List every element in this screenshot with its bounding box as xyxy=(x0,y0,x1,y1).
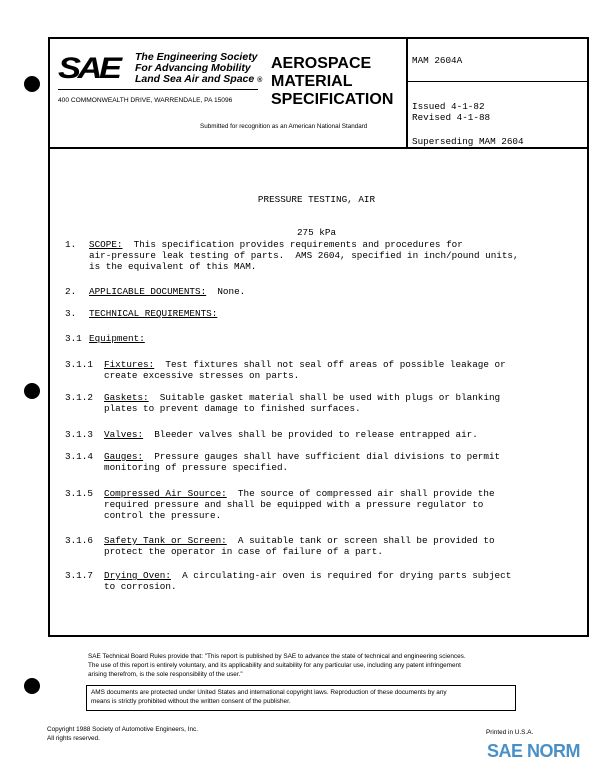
section-line xyxy=(89,250,519,261)
copyright-notice-box xyxy=(86,685,516,711)
section-text: monitoring of pressure specified. xyxy=(104,462,289,473)
section-text: Pressure gauges shall have sufficient dial divisions to permit xyxy=(143,451,501,462)
section-line xyxy=(104,581,177,592)
rules-line: SAE Technical Board Rules provide that: "This report is published by SAE to advance the state of technical and engineering sciences. xyxy=(88,653,466,660)
address-rule xyxy=(58,89,258,90)
submitted-note: Submitted for recognition as an American National Standard xyxy=(200,123,368,130)
section-heading: Equipment: xyxy=(89,333,145,344)
section-heading: Gaskets: xyxy=(104,392,149,403)
section-number: 3.1 xyxy=(65,333,82,344)
doc-type xyxy=(271,55,393,109)
rights-line: All rights reserved. xyxy=(47,735,100,742)
org-line: Land Sea Air and Space xyxy=(135,73,255,85)
section-text: A circulating-air oven is required for drying parts subject xyxy=(170,570,512,581)
doc-type-line: MATERIAL xyxy=(271,73,353,90)
notice-line: means is strictly prohibited without the written consent of the publisher. xyxy=(91,698,291,705)
section-heading: TECHNICAL REQUIREMENTS: xyxy=(89,308,218,319)
section-line xyxy=(104,403,361,414)
section-line xyxy=(104,429,478,440)
section-heading: APPLICABLE DOCUMENTS: xyxy=(89,286,207,297)
issued-date: Issued 4-1-82 xyxy=(412,101,485,112)
sae-logo: SAE xyxy=(58,52,119,85)
section-number: 3.1.2 xyxy=(65,392,93,403)
cell-divider xyxy=(406,81,587,82)
section-text: create excessive stresses on parts. xyxy=(104,370,300,381)
section-number: 3.1.4 xyxy=(65,451,93,462)
section-text: control the pressure. xyxy=(104,510,222,521)
header-divider xyxy=(48,147,589,149)
doc-type-line: AEROSPACE xyxy=(271,55,372,72)
section-text: This specification provides requirements and procedures for xyxy=(122,239,463,250)
doc-number: MAM 2604A xyxy=(412,55,463,66)
printed-in: Printed in U.S.A. xyxy=(486,729,534,736)
address: 400 COMMONWEALTH DRIVE, WARRENDALE, PA 15096 xyxy=(58,97,233,104)
section-number: 3.1.5 xyxy=(65,488,93,499)
org-line: For Advancing Mobility xyxy=(135,62,251,74)
section-heading: Fixtures: xyxy=(104,359,155,370)
section-line xyxy=(89,261,256,272)
section-line xyxy=(104,370,299,381)
rules-line: The use of this report is entirely voluntary, and its applicability and suitability for any particular use, including any patent infringement xyxy=(88,662,461,669)
rules-line: arising therefrom, is the sole responsibility of the user." xyxy=(88,671,243,678)
notice-line: AMS documents are protected under United States and international copyright laws. Reproduction of these documents by any xyxy=(91,689,447,696)
title-line: PRESSURE TESTING, AIR xyxy=(257,194,376,205)
section-heading: Gauges: xyxy=(104,451,144,462)
org-name: The Engineering Society For Advancing Mobility Land Sea Air and Space ® xyxy=(135,51,263,85)
section-text: Test fixtures shall not seal off areas of possible leakage or xyxy=(154,359,506,370)
section-line xyxy=(104,359,506,370)
section-line xyxy=(89,333,145,344)
section-heading: SCOPE: xyxy=(89,239,123,250)
sae-norm-watermark: SAE NORM xyxy=(487,741,581,761)
section-text: The source of compressed air shall provide the xyxy=(226,488,495,499)
section-text: required pressure and shall be equipped with a pressure regulator to xyxy=(104,499,484,510)
section-number: 2. xyxy=(65,286,77,297)
section-line xyxy=(89,239,463,250)
org-line: The Engineering Society xyxy=(135,51,258,63)
section-line xyxy=(104,462,288,473)
section-line xyxy=(104,451,500,462)
section-line xyxy=(104,535,495,546)
punch-hole xyxy=(24,383,40,399)
section-number: 3.1.3 xyxy=(65,429,93,440)
doc-type-line: SPECIFICATION xyxy=(271,91,394,108)
section-text: air-pressure leak testing of parts. AMS 2604, specified in inch/pound units, xyxy=(89,250,519,261)
section-number: 3.1.1 xyxy=(65,359,93,370)
title-subline: 275 kPa xyxy=(296,227,337,238)
section-line xyxy=(89,308,217,319)
copyright-line: Copyright 1988 Society of Automotive Engineers, Inc. xyxy=(47,726,198,733)
section-line xyxy=(104,510,221,521)
section-text: to corrosion. xyxy=(104,581,177,592)
punch-hole xyxy=(24,76,40,92)
section-text: plates to prevent damage to finished surfaces. xyxy=(104,403,361,414)
board-rules xyxy=(88,652,466,679)
section-line xyxy=(104,488,495,499)
section-number: 3. xyxy=(65,308,77,319)
superseding: Superseding MAM 2604 xyxy=(412,136,524,147)
section-line xyxy=(104,499,483,510)
section-heading: Valves: xyxy=(104,429,144,440)
section-line xyxy=(104,392,500,403)
section-text: Suitable gasket material shall be used with plugs or blanking xyxy=(148,392,501,403)
section-heading: Compressed Air Source: xyxy=(104,488,227,499)
section-heading: Drying Oven: xyxy=(104,570,171,581)
copyright xyxy=(47,725,198,743)
section-text: A suitable tank or screen shall be provided to xyxy=(226,535,495,546)
section-heading: Safety Tank or Screen: xyxy=(104,535,227,546)
section-number: 3.1.7 xyxy=(65,570,93,581)
section-text: Bleeder valves shall be provided to release entrapped air. xyxy=(143,429,478,440)
section-number: 1. xyxy=(65,239,77,250)
section-number: 3.1.6 xyxy=(65,535,93,546)
revised-date: Revised 4-1-88 xyxy=(412,112,491,123)
section-text: is the equivalent of this MAM. xyxy=(89,261,257,272)
section-line xyxy=(104,546,383,557)
section-text: protect the operator in case of failure of a part. xyxy=(104,546,383,557)
column-divider xyxy=(406,37,408,149)
section-line xyxy=(89,286,245,297)
punch-hole xyxy=(24,678,40,694)
section-line xyxy=(104,570,511,581)
section-text: None. xyxy=(206,286,246,297)
